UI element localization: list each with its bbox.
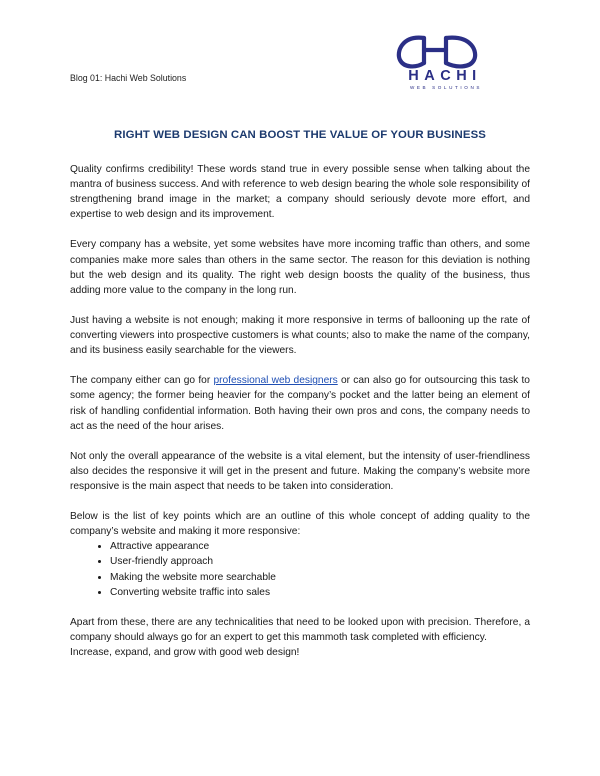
paragraph-4-after: or can also go for outsourcing this task to some agency; the former being heavier for the company’s pocket and the latter being an element of risk of handling confidential information. Both having their own pros and cons, the company needs to act as the need of the hour arises. [70,375,530,432]
paragraph-6: Below is the list of key points which are an outline of this whole concept of adding quality to the company’s website and making it more responsive: [70,511,530,538]
paragraph-4-before: The company either can go for [70,375,214,387]
logo-subtext: WEB SOLUTIONS [409,85,483,90]
list-item: • Converting website traffic into sales [110,585,530,600]
paragraph-7: Apart from these, there are any technicalities that need to be looked upon with precision. Therefore, a company should always go for an expert to get this mammoth task completed with efficiency. [70,616,530,643]
article-body [70,162,530,660]
article-title: RIGHT WEB DESIGN CAN BOOST THE VALUE OF YOUR BUSINESS [114,129,486,141]
blog-label: Blog 01: Hachi Web Solutions [70,73,187,83]
key-points-list [70,539,530,599]
paragraph-3: Just having a website is not enough; making it more responsive in terms of ballooning up the rate of converting viewers into prospective customers is what counts; also to make the name of the company, and its business easily searchable for the viewers. [70,314,530,357]
paragraph-5: Not only the overall appearance of the website is a vital element, but the intensity of user-friendliness also decides the responsive it will get in the present and future. Making the company’s website more responsive is the main aspect that needs to be taken into consideration. [70,450,530,492]
list-item: • Making the website more searchable [110,570,530,585]
list-item: • Attractive appearance [110,539,530,554]
list-item: • User-friendly approach [110,554,530,569]
paragraph-2: Every company has a website, yet some websites have more incoming traffic than others, and some companies make more sales than others in the same sector. The reason for this deviation is nothing but the web design and its quality. The right web design boosts the quality of the business, thus adding more value to the company in the long run. [70,239,530,296]
hachi-logo [380,30,510,94]
professional-web-designers-link[interactable]: professional web designers [213,375,338,387]
closing-line: Increase, expand, and grow with good web design! [70,647,300,658]
paragraph-1: Quality confirms credibility! These words stand true in every possible sense when talking about the mantra of business success. And with reference to web design bearing the whole sole responsibility of strengthening brand image in the market; a company should seriously devote more effort, and expertise to web design and its improvement. [70,164,530,221]
logo-text: HACHI [408,68,482,84]
paragraph-4 [70,373,530,433]
